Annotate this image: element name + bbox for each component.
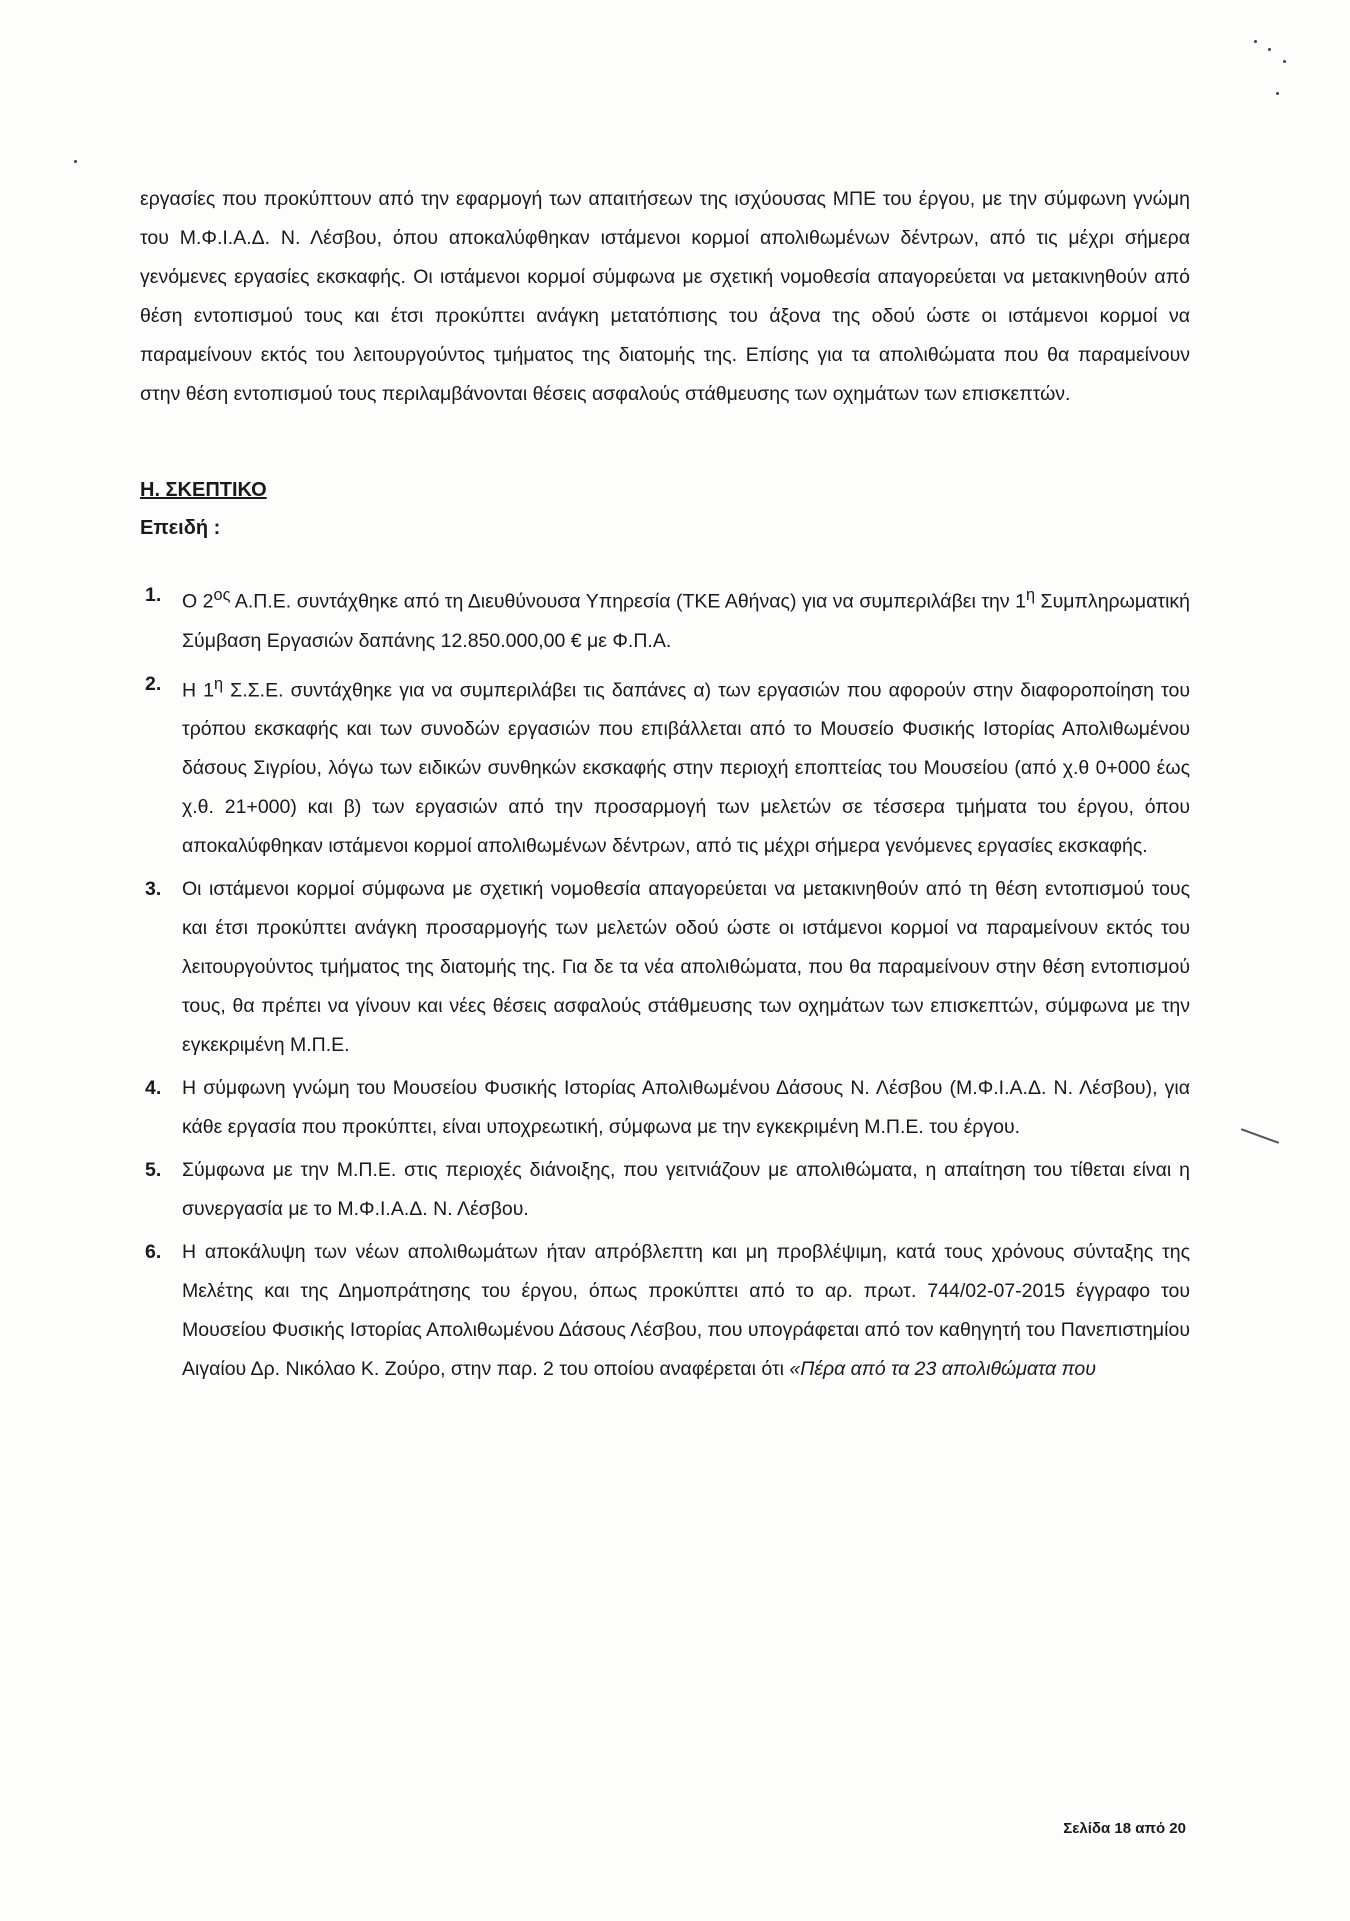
scan-speck	[74, 160, 77, 163]
list-item	[140, 1233, 1190, 1389]
document-body	[140, 180, 1190, 1393]
scan-speck	[1268, 48, 1271, 51]
ordinal-suffix: η	[1025, 586, 1036, 604]
scan-speck	[1254, 40, 1257, 43]
since-label: Επειδή :	[140, 517, 221, 539]
scan-speck	[1276, 92, 1279, 95]
item-number: 2.	[145, 672, 162, 695]
item-text: Α.Π.Ε. συντάχθηκε από τη Διευθύνουσα Υπηρεσία (ΤΚΕ Αθήνας) για να συμπεριλάβει την 1	[230, 590, 1026, 613]
item-number: 1.	[145, 584, 162, 606]
list-item	[140, 1151, 1190, 1229]
item-text: Σύμφωνα με την Μ.Π.Ε. στις περιοχές διάνοιξης, που γειτνιάζουν με απολιθώματα, η απαίτηση του τίθεται είναι η συνεργασία με το Μ.Φ.Ι.Α.Δ. Ν. Λέσβου.	[182, 1159, 1190, 1220]
item-number: 5.	[145, 1159, 162, 1181]
item-text: Η αποκάλυψη των νέων απολιθωμάτων ήταν απρόβλεπτη και μη προβλέψιμη, κατά τους χρόνους σύνταξης της Μελέτης και της Δημοπράτησης του έργου, όπως προκύπτει από το αρ. πρωτ. 744/02-07-2015 έγγραφο του Μουσείου Φυσικής Ιστορίας Απολιθωμένου Δάσους Λέσβου, που υπογράφεται από τον καθηγητή του Πανεπιστημίου Αιγαίου Δρ. Νικόλαο Κ. Ζούρο, στην παρ. 2 του οποίου αναφέρεται ότι	[182, 1241, 1190, 1380]
scan-speck	[1283, 60, 1286, 63]
list-item	[140, 665, 1190, 867]
item-text: Σ.Σ.Ε. συντάχθηκε για να συμπεριλάβει τις δαπάνες α) των εργασιών που αφορούν στην διαφοροποίηση του τρόπου εκσκαφής και των συνοδών εργασιών που επιβάλλεται από το Μουσείο Φυσικής Ιστορίας Απολιθωμένου δάσους Σιγρίου, λόγω των ειδικών συνθηκών εκσκαφής στην περιοχή εποπτείας του Μουσείου (από χ.θ 0+000 έως χ.θ. 21+000) και β) των εργασιών από την προσαρμογή των μελετών σε τέσσερα τμήματα του έργου, όπου αποκαλύφθηκαν ιστάμενοι κορμοί απολιθωμένων δέντρων, από τις μέχρι σήμερα γενόμενες εργασίες εκσκαφής.	[182, 679, 1190, 857]
list-item	[140, 870, 1190, 1065]
list-item	[140, 576, 1190, 661]
item-text: Η 1	[182, 679, 215, 701]
item-number: 6.	[145, 1241, 162, 1263]
scan-mark	[1241, 1128, 1279, 1144]
item-number: 3.	[145, 878, 162, 900]
reasoning-list	[140, 576, 1190, 1389]
intro-paragraph: εργασίες που προκύπτουν από την εφαρμογή των απαιτήσεων της ισχύουσας ΜΠΕ του έργου, με την σύμφωνη γνώμη του Μ.Φ.Ι.Α.Δ. Ν. Λέσβου, όπου αποκαλύφθηκαν ιστάμενοι κορμοί απολιθωμένων δέντρων, από τις μέχρι σήμερα γενόμενες εργασίες εκσκαφής. Οι ιστάμενοι κορμοί σύμφωνα με σχετική νομοθεσία απαγορεύεται να μετακινηθούν από θέση εντοπισμού τους και έτσι προκύπτει ανάγκη μετατόπισης του άξονα της οδού ώστε οι ιστάμενοι κορμοί να παραμείνουν εκτός του λειτουργούντος τμήματος της διατομής της. Επίσης για τα απολιθώματα που θα παραμείνουν στην θέση εντοπισμού τους περιλαμβάνονται θέσεις ασφαλούς στάθμευσης των οχημάτων των επισκεπτών.	[140, 188, 1190, 405]
ordinal-suffix: ος	[213, 586, 231, 604]
quoted-text: «Πέρα από τα 23 απολιθώματα που	[789, 1358, 1096, 1380]
item-text: Ο 2	[182, 590, 214, 613]
item-number: 4.	[145, 1077, 162, 1099]
item-text: Συμπληρωματική Σύμβαση Εργασιών δαπάνης 12.850.000,00 € με Φ.Π.Α.	[182, 590, 1190, 652]
list-item	[140, 1069, 1190, 1147]
ordinal-suffix: η	[214, 674, 224, 693]
section-heading: Η. ΣΚΕΠΤΙΚΟ	[140, 479, 267, 501]
item-text: Η σύμφωνη γνώμη του Μουσείου Φυσικής Ιστορίας Απολιθωμένου Δάσους Ν. Λέσβου (Μ.Φ.Ι.Α.Δ. Ν. Λέσβου), για κάθε εργασία που προκύπτει, είναι υποχρεωτική, σύμφωνα με την εγκεκριμένη Μ.Π.Ε. του έργου.	[182, 1077, 1190, 1138]
page-number: Σελίδα 18 από 20	[1063, 1820, 1186, 1837]
item-text: Οι ιστάμενοι κορμοί σύμφωνα με σχετική νομοθεσία απαγορεύεται να μετακινηθούν από τη θέση εντοπισμού τους και έτσι προκύπτει ανάγκη προσαρμογής των μελετών οδού ώστε οι ιστάμενοι κορμοί να παραμείνουν εκτός του λειτουργούντος τμήματος της διατομής της. Για δε τα νέα απολιθώματα, που θα παραμείνουν στην θέση εντοπισμού τους, θα πρέπει να γίνουν και νέες θέσεις ασφαλούς στάθμευσης των οχημάτων των επισκεπτών, σύμφωνα με την εγκεκριμένη Μ.Π.Ε.	[182, 878, 1190, 1056]
